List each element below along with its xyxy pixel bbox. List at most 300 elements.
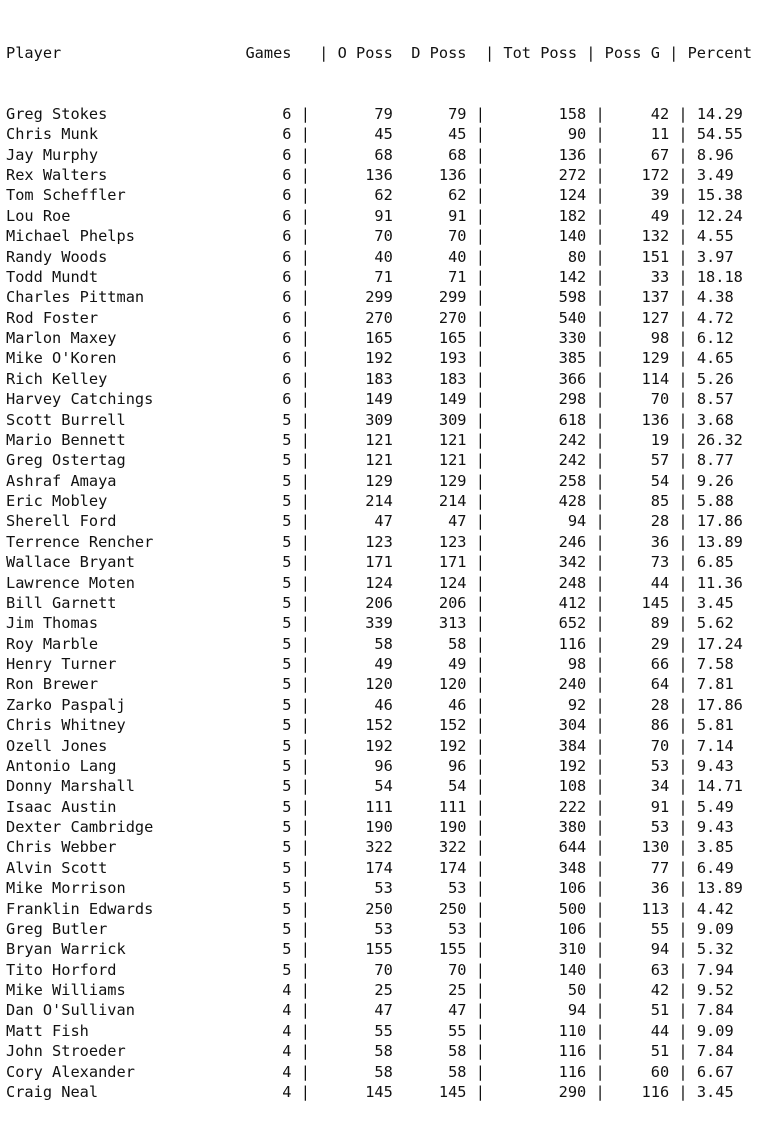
cell-d-poss: 68 <box>392 145 467 164</box>
cell-poss-g: 132 <box>613 227 670 246</box>
cell-poss-g: 63 <box>613 960 670 979</box>
cell-o-poss: 54 <box>319 777 393 796</box>
column-separator: | <box>669 777 697 796</box>
table-row <box>6 715 752 735</box>
cell-o-poss: 96 <box>319 756 393 775</box>
table-row <box>6 980 752 1000</box>
column-separator: | <box>586 451 614 470</box>
column-separator: | <box>291 1021 320 1040</box>
cell-games: 5 <box>245 655 292 673</box>
column-separator: | <box>669 125 697 144</box>
table-row <box>6 410 752 430</box>
table-row <box>6 634 752 654</box>
column-separator: | <box>291 349 320 368</box>
cell-tot-poss: 94 <box>494 512 587 531</box>
cell-percent: 4.42 <box>696 899 734 918</box>
cell-o-poss: 111 <box>319 797 393 816</box>
column-separator: | <box>586 716 614 735</box>
column-separator: | <box>586 308 614 327</box>
cell-player: Michael Phelps <box>6 227 246 246</box>
cell-tot-poss: 106 <box>494 879 587 898</box>
table-row <box>6 430 752 450</box>
cell-tot-poss: 428 <box>494 492 587 510</box>
cell-percent: 18.18 <box>696 267 743 286</box>
column-separator: | <box>586 756 614 775</box>
cell-poss-g: 11 <box>613 125 670 144</box>
cell-player: Rod Foster <box>6 308 246 327</box>
cell-o-poss: 47 <box>319 512 393 531</box>
cell-player: Chris Webber <box>6 838 246 857</box>
cell-d-poss: 190 <box>392 818 467 836</box>
cell-player: Antonio Lang <box>6 756 246 775</box>
cell-player: Tito Horford <box>6 960 246 979</box>
cell-o-poss: 58 <box>319 634 393 653</box>
cell-player: Randy Woods <box>6 247 246 266</box>
cell-o-poss: 49 <box>319 655 393 673</box>
cell-player: Chris Whitney <box>6 716 246 735</box>
cell-d-poss: 47 <box>392 512 467 531</box>
column-separator: | <box>291 960 320 979</box>
cell-player: Zarko Paspalj <box>6 695 246 714</box>
cell-percent: 5.88 <box>696 492 734 510</box>
cell-d-poss: 70 <box>392 227 467 246</box>
cell-player: Mario Bennett <box>6 430 246 449</box>
column-separator: | <box>466 1082 495 1101</box>
cell-player: Ozell Jones <box>6 736 246 755</box>
cell-player: Lawrence Moten <box>6 573 246 592</box>
cell-tot-poss: 142 <box>494 267 587 286</box>
cell-o-poss: 79 <box>319 104 393 123</box>
column-separator: | <box>586 492 614 510</box>
cell-d-poss: 309 <box>392 410 467 429</box>
cell-tot-poss: 272 <box>494 166 587 184</box>
cell-poss-g: 130 <box>613 838 670 857</box>
column-separator: | <box>291 797 320 816</box>
cell-games: 6 <box>245 186 292 205</box>
column-separator: | <box>586 777 614 796</box>
cell-games: 4 <box>245 1021 292 1040</box>
cell-tot-poss: 80 <box>494 247 587 266</box>
column-separator: | <box>291 451 320 470</box>
cell-player: Eric Mobley <box>6 492 246 510</box>
column-separator: | <box>291 940 320 959</box>
cell-games: 5 <box>245 410 292 429</box>
cell-poss-g: 113 <box>613 899 670 918</box>
cell-tot-poss: 298 <box>494 390 587 409</box>
cell-games: 4 <box>245 1042 292 1061</box>
cell-poss-g: 70 <box>613 390 670 409</box>
column-separator: | <box>291 655 320 673</box>
cell-tot-poss: 124 <box>494 186 587 205</box>
column-separator: | <box>466 940 495 959</box>
cell-tot-poss: 248 <box>494 573 587 592</box>
column-separator: | <box>586 145 614 164</box>
column-separator: | <box>586 919 614 938</box>
table-row <box>6 756 752 776</box>
terminal-table-output <box>6 2 752 1123</box>
cell-poss-g: 42 <box>613 104 670 123</box>
cell-poss-g: 73 <box>613 553 670 572</box>
column-separator: | <box>466 818 495 836</box>
cell-o-poss: 62 <box>319 186 393 205</box>
column-separator: | <box>586 430 614 449</box>
cell-tot-poss: 598 <box>494 288 587 307</box>
cell-tot-poss: 246 <box>494 532 587 551</box>
cell-o-poss: 190 <box>319 818 393 836</box>
column-separator: | <box>291 125 320 144</box>
column-separator: | <box>586 471 614 490</box>
cell-percent: 4.72 <box>696 308 734 327</box>
column-separator: | <box>586 981 614 999</box>
cell-poss-g: 36 <box>613 879 670 898</box>
table-row <box>6 878 752 898</box>
cell-tot-poss: 50 <box>494 981 587 999</box>
column-separator: | <box>466 1001 495 1020</box>
cell-percent: 26.32 <box>696 430 743 449</box>
cell-poss-g: 55 <box>613 919 670 938</box>
cell-games: 5 <box>245 532 292 551</box>
cell-d-poss: 96 <box>392 756 467 775</box>
cell-tot-poss: 192 <box>494 756 587 775</box>
table-row <box>6 939 752 959</box>
column-separator: | <box>466 308 495 327</box>
column-separator: | <box>466 797 495 816</box>
cell-poss-g: 36 <box>613 532 670 551</box>
column-separator: | <box>669 166 697 184</box>
column-separator: | <box>466 186 495 205</box>
cell-tot-poss: 500 <box>494 899 587 918</box>
cell-games: 5 <box>245 451 292 470</box>
column-separator: | <box>586 512 614 531</box>
cell-games: 6 <box>245 125 292 144</box>
cell-tot-poss: 412 <box>494 593 587 612</box>
cell-d-poss: 270 <box>392 308 467 327</box>
cell-d-poss: 54 <box>392 777 467 796</box>
cell-percent: 13.89 <box>696 879 743 898</box>
column-separator: | <box>466 716 495 735</box>
cell-d-poss: 111 <box>392 797 467 816</box>
column-separator: | <box>291 756 320 775</box>
column-separator: | <box>669 532 697 551</box>
table-row <box>6 573 752 593</box>
column-separator: | <box>669 206 697 225</box>
column-separator: | <box>586 573 614 592</box>
cell-d-poss: 121 <box>392 451 467 470</box>
table-row <box>6 674 752 694</box>
column-separator: | <box>319 43 338 62</box>
column-separator: | <box>586 818 614 836</box>
cell-player: Cory Alexander <box>6 1062 246 1081</box>
cell-o-poss: 174 <box>319 858 393 877</box>
column-separator: | <box>291 104 320 123</box>
cell-games: 6 <box>245 390 292 409</box>
cell-tot-poss: 92 <box>494 695 587 714</box>
cell-poss-g: 51 <box>613 1042 670 1061</box>
cell-games: 4 <box>245 1082 292 1101</box>
column-separator: | <box>669 390 697 409</box>
table-row <box>6 1021 752 1041</box>
column-separator: | <box>291 329 320 347</box>
column-separator: | <box>291 145 320 164</box>
cell-poss-g: 44 <box>613 573 670 592</box>
column-separator: | <box>466 369 495 388</box>
column-separator: | <box>669 573 697 592</box>
cell-games: 6 <box>245 267 292 286</box>
column-separator: | <box>291 573 320 592</box>
column-separator: | <box>669 227 697 246</box>
column-separator: | <box>669 104 697 123</box>
column-separator: | <box>586 186 614 205</box>
table-row <box>6 1000 752 1020</box>
cell-percent: 9.09 <box>696 1021 734 1040</box>
cell-player: Ron Brewer <box>6 675 246 694</box>
cell-d-poss: 58 <box>392 634 467 653</box>
cell-games: 5 <box>245 858 292 877</box>
cell-percent: 6.12 <box>696 329 734 347</box>
cell-poss-g: 151 <box>613 247 670 266</box>
cell-o-poss: 25 <box>319 981 393 999</box>
table-body <box>6 104 752 1102</box>
cell-tot-poss: 304 <box>494 716 587 735</box>
cell-d-poss: 322 <box>392 838 467 857</box>
cell-poss-g: 86 <box>613 716 670 735</box>
cell-poss-g: 94 <box>613 940 670 959</box>
cell-games: 5 <box>245 777 292 796</box>
cell-d-poss: 49 <box>392 655 467 673</box>
cell-percent: 3.97 <box>696 247 734 266</box>
column-separator: | <box>669 919 697 938</box>
cell-d-poss: 129 <box>392 471 467 490</box>
cell-o-poss: 192 <box>319 349 393 368</box>
cell-o-poss: 183 <box>319 369 393 388</box>
cell-tot-poss: 240 <box>494 675 587 694</box>
column-separator: | <box>669 818 697 836</box>
column-separator: | <box>466 634 495 653</box>
cell-poss-g: 34 <box>613 777 670 796</box>
cell-percent: 15.38 <box>696 186 743 205</box>
cell-d-poss: 53 <box>392 919 467 938</box>
cell-tot-poss: 258 <box>494 471 587 490</box>
cell-o-poss: 339 <box>319 614 393 633</box>
cell-o-poss: 70 <box>319 960 393 979</box>
cell-d-poss: 214 <box>392 492 467 510</box>
column-separator: | <box>586 104 614 123</box>
cell-d-poss: 171 <box>392 553 467 572</box>
cell-poss-g: 136 <box>613 410 670 429</box>
column-separator: | <box>586 553 614 572</box>
column-separator: | <box>291 695 320 714</box>
cell-poss-g: 85 <box>613 492 670 510</box>
cell-player: Ashraf Amaya <box>6 471 246 490</box>
cell-tot-poss: 140 <box>494 960 587 979</box>
cell-tot-poss: 158 <box>494 104 587 123</box>
table-row <box>6 695 752 715</box>
column-separator: | <box>586 675 614 694</box>
cell-percent: 14.71 <box>696 777 743 796</box>
column-separator: | <box>669 736 697 755</box>
column-separator: | <box>291 1001 320 1020</box>
cell-percent: 3.49 <box>696 166 734 184</box>
column-separator: | <box>669 430 697 449</box>
cell-games: 6 <box>245 145 292 164</box>
column-separator: | <box>291 369 320 388</box>
cell-games: 6 <box>245 369 292 388</box>
header-poss-g: Poss G <box>604 43 670 62</box>
cell-d-poss: 155 <box>392 940 467 959</box>
column-separator: | <box>466 267 495 286</box>
column-separator: | <box>484 43 504 62</box>
cell-games: 6 <box>245 206 292 225</box>
cell-games: 6 <box>245 104 292 123</box>
column-separator: | <box>466 125 495 144</box>
cell-player: Terrence Rencher <box>6 532 246 551</box>
column-separator: | <box>466 471 495 490</box>
column-separator <box>393 44 411 62</box>
header-o-poss: O Poss <box>337 43 393 62</box>
table-row <box>6 267 752 287</box>
column-separator: | <box>669 186 697 205</box>
cell-percent: 7.84 <box>696 1001 734 1020</box>
cell-poss-g: 89 <box>613 614 670 633</box>
cell-player: Bryan Warrick <box>6 940 246 959</box>
column-separator: | <box>466 329 495 347</box>
cell-tot-poss: 182 <box>494 206 587 225</box>
cell-d-poss: 70 <box>392 960 467 979</box>
cell-percent: 3.68 <box>696 410 734 429</box>
cell-percent: 7.14 <box>696 736 734 755</box>
column-separator: | <box>669 797 697 816</box>
column-separator: | <box>586 1042 614 1061</box>
cell-games: 5 <box>245 756 292 775</box>
column-separator: | <box>291 614 320 633</box>
cell-percent: 4.55 <box>696 227 734 246</box>
cell-games: 4 <box>245 1062 292 1081</box>
cell-player: Marlon Maxey <box>6 329 246 347</box>
cell-percent: 4.65 <box>696 349 734 368</box>
column-separator: | <box>291 593 320 612</box>
column-separator: | <box>586 390 614 409</box>
cell-percent: 6.67 <box>696 1062 734 1081</box>
cell-o-poss: 120 <box>319 675 393 694</box>
cell-o-poss: 91 <box>319 206 393 225</box>
table-row <box>6 491 752 511</box>
cell-poss-g: 49 <box>613 206 670 225</box>
cell-tot-poss: 342 <box>494 553 587 572</box>
column-separator: | <box>669 1062 697 1081</box>
column-separator: | <box>466 247 495 266</box>
cell-games: 6 <box>245 349 292 368</box>
column-separator: | <box>291 532 320 551</box>
cell-tot-poss: 106 <box>494 919 587 938</box>
cell-o-poss: 171 <box>319 553 393 572</box>
column-separator: | <box>586 940 614 959</box>
column-separator: | <box>586 614 614 633</box>
cell-d-poss: 55 <box>392 1021 467 1040</box>
cell-o-poss: 121 <box>319 451 393 470</box>
column-separator: | <box>466 736 495 755</box>
cell-d-poss: 40 <box>392 247 467 266</box>
cell-tot-poss: 385 <box>494 349 587 368</box>
cell-percent: 4.38 <box>696 288 734 307</box>
table-row <box>6 206 752 226</box>
column-separator: | <box>466 981 495 999</box>
column-separator: | <box>291 471 320 490</box>
cell-percent: 7.94 <box>696 960 734 979</box>
cell-tot-poss: 330 <box>494 329 587 347</box>
cell-games: 4 <box>245 981 292 999</box>
column-separator: | <box>291 166 320 184</box>
cell-games: 5 <box>245 471 292 490</box>
table-row <box>6 593 752 613</box>
column-separator: | <box>291 716 320 735</box>
column-separator: | <box>586 125 614 144</box>
table-row <box>6 776 752 796</box>
table-row <box>6 348 752 368</box>
cell-poss-g: 145 <box>613 593 670 612</box>
column-separator: | <box>669 716 697 735</box>
cell-d-poss: 45 <box>392 125 467 144</box>
cell-poss-g: 19 <box>613 430 670 449</box>
cell-d-poss: 183 <box>392 369 467 388</box>
column-separator: | <box>291 634 320 653</box>
cell-percent: 9.09 <box>696 919 734 938</box>
cell-tot-poss: 540 <box>494 308 587 327</box>
cell-player: Scott Burrell <box>6 410 246 429</box>
cell-o-poss: 299 <box>319 288 393 307</box>
cell-d-poss: 91 <box>392 206 467 225</box>
cell-percent: 3.45 <box>696 1082 734 1101</box>
cell-games: 5 <box>245 736 292 755</box>
table-row <box>6 450 752 470</box>
cell-tot-poss: 348 <box>494 858 587 877</box>
cell-o-poss: 129 <box>319 471 393 490</box>
cell-tot-poss: 116 <box>494 1042 587 1061</box>
cell-games: 6 <box>245 227 292 246</box>
column-separator: | <box>291 206 320 225</box>
cell-percent: 14.29 <box>696 104 743 123</box>
cell-o-poss: 152 <box>319 716 393 735</box>
cell-player: Wallace Bryant <box>6 553 246 572</box>
cell-poss-g: 172 <box>613 166 670 184</box>
cell-percent: 7.81 <box>696 675 734 694</box>
cell-o-poss: 136 <box>319 166 393 184</box>
table-header-row <box>6 43 752 63</box>
cell-games: 5 <box>245 838 292 857</box>
cell-o-poss: 70 <box>319 227 393 246</box>
cell-games: 6 <box>245 308 292 327</box>
cell-games: 5 <box>245 553 292 572</box>
column-separator: | <box>466 675 495 694</box>
table-row <box>6 389 752 409</box>
cell-tot-poss: 366 <box>494 369 587 388</box>
cell-player: Mike O'Koren <box>6 349 246 368</box>
column-separator: | <box>291 736 320 755</box>
cell-games: 5 <box>245 614 292 633</box>
column-separator: | <box>466 899 495 918</box>
column-separator: | <box>466 573 495 592</box>
cell-games: 5 <box>245 512 292 531</box>
cell-percent: 8.96 <box>696 145 734 164</box>
column-separator: | <box>291 430 320 449</box>
column-separator: | <box>291 492 320 510</box>
cell-games: 5 <box>245 675 292 694</box>
column-separator: | <box>466 553 495 572</box>
column-separator: | <box>466 838 495 857</box>
table-row <box>6 124 752 144</box>
cell-games: 5 <box>245 940 292 959</box>
column-separator: | <box>466 879 495 898</box>
column-separator: | <box>669 349 697 368</box>
